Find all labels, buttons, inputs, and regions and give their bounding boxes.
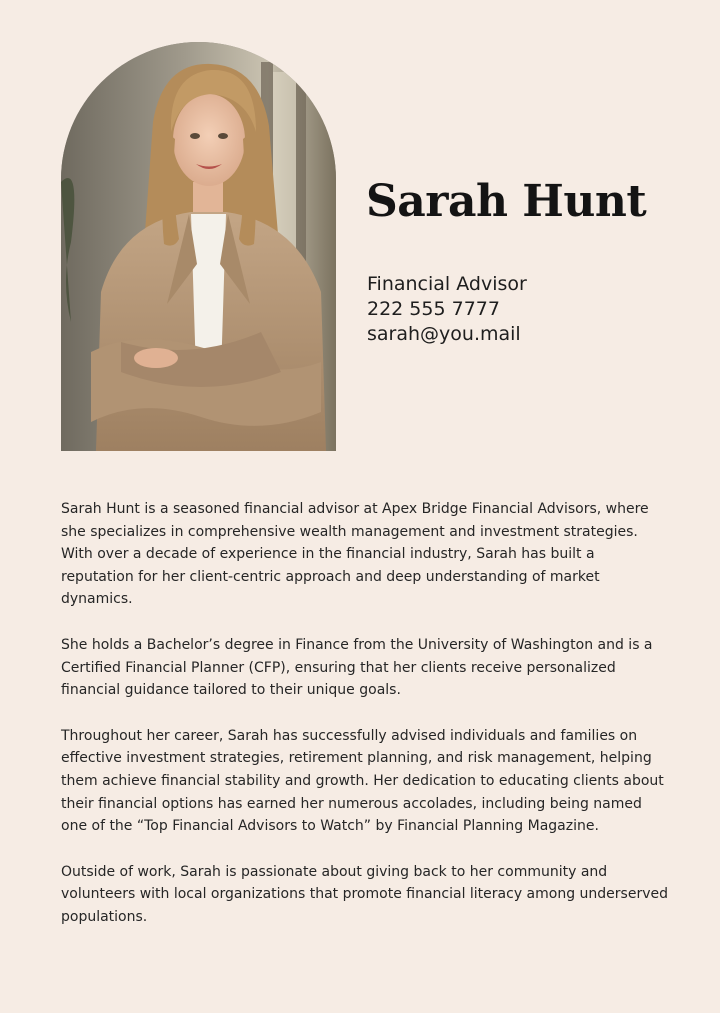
- bio-paragraph: Sarah Hunt is a seasoned financial advisor at Apex Bridge Financial Advisors, where she specializes in comprehensive wealth management and investment strategies. With over a decade of experience in the financial industry, Sarah has built a reputation for her client-centric approach and deep understanding of market dynamics.: [61, 501, 649, 608]
- job-title: Financial Advisor: [367, 273, 527, 295]
- profile-name: Sarah Hunt: [366, 176, 647, 227]
- profile-photo: [61, 42, 336, 451]
- phone-number: 222 555 7777: [367, 298, 500, 320]
- contact-info: [367, 272, 527, 347]
- email-address: sarah@you.mail: [367, 323, 521, 345]
- profile-photo-illustration: [61, 42, 336, 451]
- biography: [61, 498, 671, 952]
- bio-paragraph: Outside of work, Sarah is passionate about giving back to her community and volunteers with local organizations that promote financial literacy among underserved populations.: [61, 863, 668, 925]
- bio-paragraph: Throughout her career, Sarah has successfully advised individuals and families on effective investment strategies, retirement planning, and risk management, helping them achieve financial stability and growth. Her dedication to educating clients about their financial options has earned her numerous accolades, including being named one of the “Top Financial Advisors to Watch” by Financial Planning Magazine.: [61, 727, 664, 835]
- bio-paragraph: She holds a Bachelor’s degree in Finance from the University of Washington and is a Certified Financial Planner (CFP), ensuring that her clients receive personalized financial guidance tailored to their unique goals.: [61, 636, 653, 699]
